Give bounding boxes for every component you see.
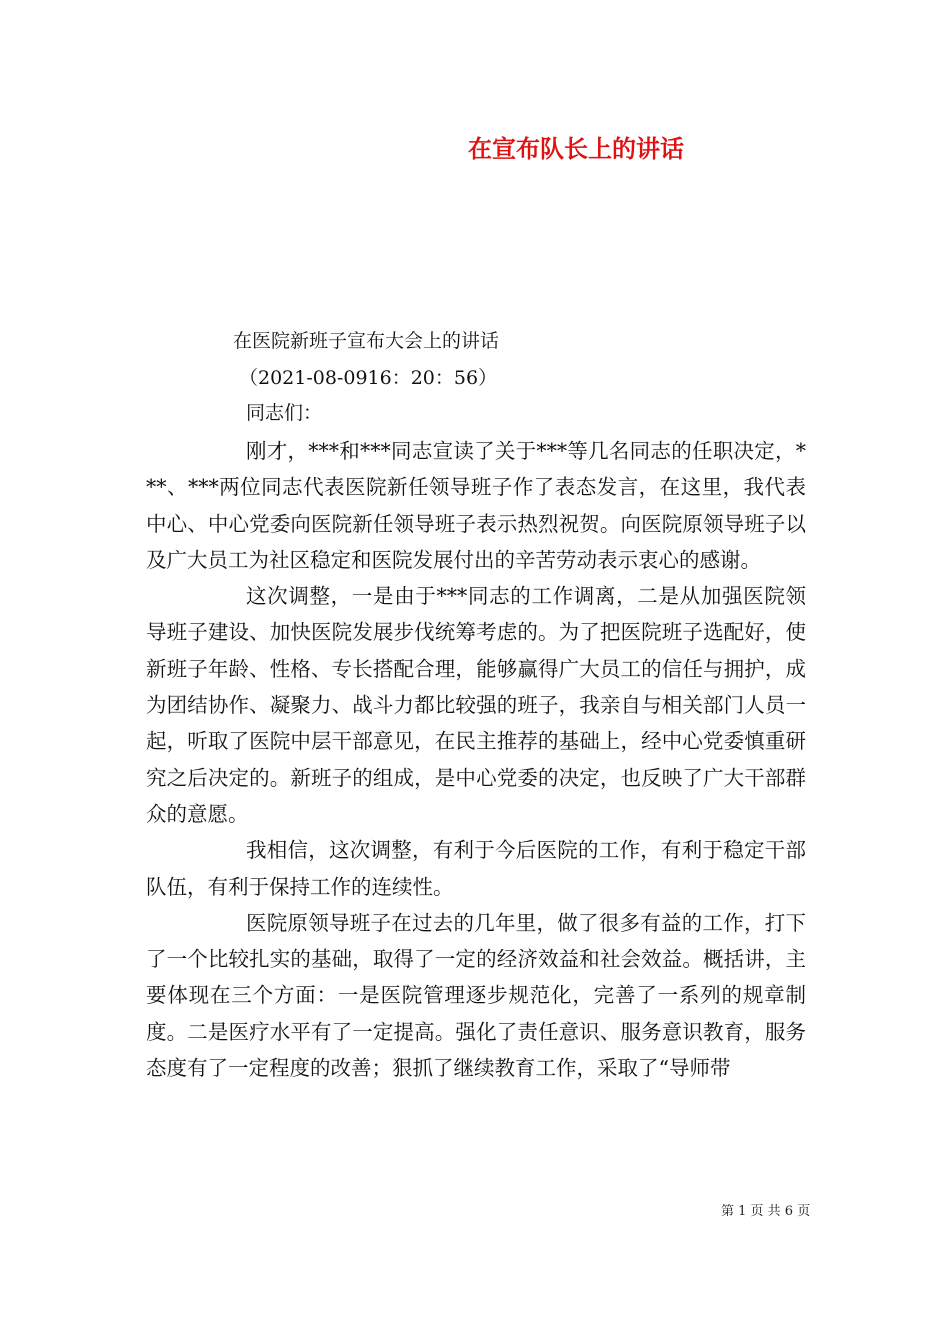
speech-body bbox=[146, 433, 806, 1086]
document-title: 在宣布队长上的讲话 bbox=[468, 134, 684, 163]
paragraph-2: 这次调整，一是由于***同志的工作调离，二是从加强医院领导班子建设、加快医院发展步伐统筹考虑的。为了把医院班子选配好，使新班子年龄、性格、专长搭配合理，能够赢得广大员工的信任与拥护，成为团结协作、凝聚力、战斗力都比较强的班子，我亲自与相关部门人员一起，听取了医院中层干部意见，在民主推荐的基础上，经中心党委慎重研究之后决定的。新班子的组成，是中心党委的决定，也反映了广大干部群众的意愿。 bbox=[146, 584, 806, 826]
paragraph-3: 我相信，这次调整，有利于今后医院的工作，有利于稳定干部队伍，有利于保持工作的连续性。 bbox=[146, 838, 806, 899]
page-number-footer: 第 1 页 共 6 页 bbox=[721, 1204, 811, 1219]
speech-datetime: （2021-08-0916：20：56） bbox=[239, 367, 498, 389]
paragraph-1: 刚才，***和***同志宣读了关于***等几名同志的任职决定，***、***两位同志代表医院新任领导班子作了表态发言，在这里，我代表中心、中心党委向医院新任领导班子表示热烈祝贺。向医院原领导班子以及广大员工为社区稳定和医院发展付出的辛苦劳动表示衷心的感谢。 bbox=[146, 439, 806, 572]
greeting: 同志们： bbox=[246, 402, 323, 424]
paragraph-4: 医院原领导班子在过去的几年里，做了很多有益的工作，打下了一个比较扎实的基础，取得了一定的经济效益和社会效益。概括讲，主要体现在三个方面：一是医院管理逐步规范化，完善了一系列的规章制度。二是医疗水平有了一定提高。强化了责任意识、服务意识教育，服务态度有了一定程度的改善；狠抓了继续教育工作，采取了“导师带 bbox=[146, 910, 806, 1081]
speech-subtitle: 在医院新班子宣布大会上的讲话 bbox=[233, 330, 500, 352]
